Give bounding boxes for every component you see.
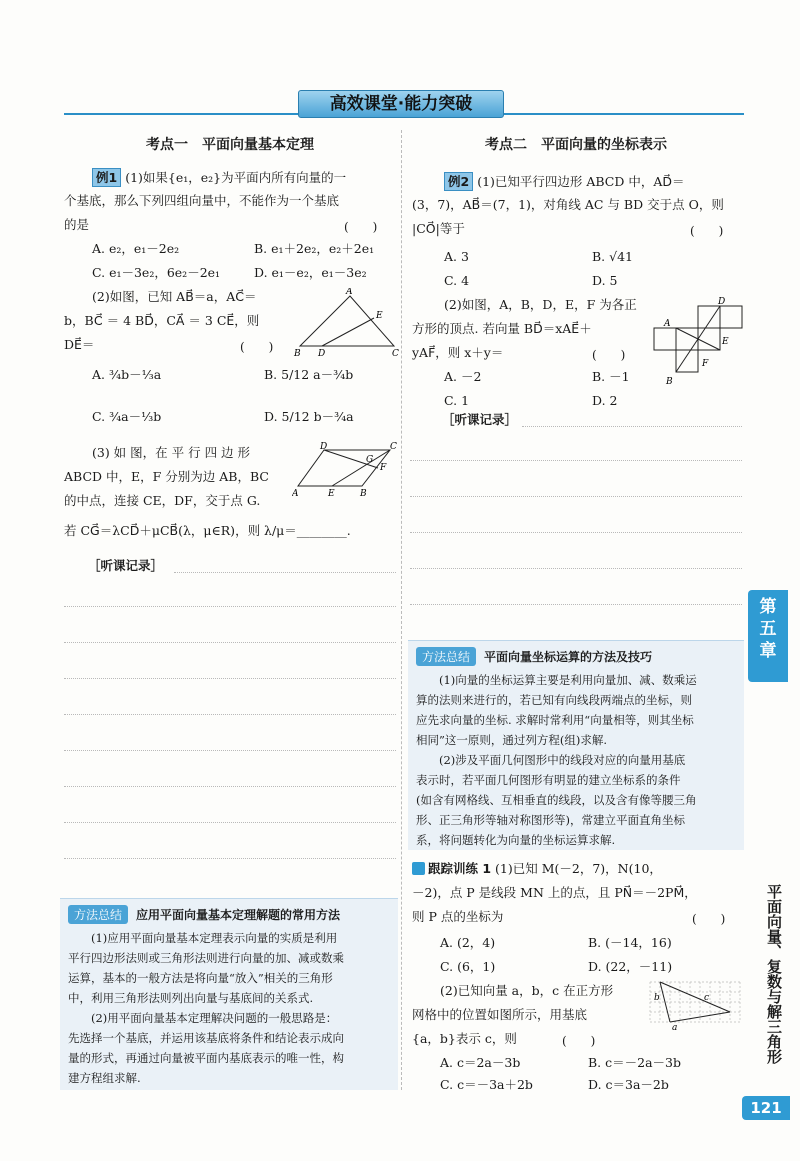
- follow-p2-paren: ( ): [562, 1034, 596, 1048]
- method-left-p2-l3: 量的形式，再通过向量被平面内基底表示的唯一性，构: [68, 1051, 344, 1065]
- ex2-line-3: |CO⃗|等于: [412, 221, 465, 236]
- follow-option-d: D. (22，－11): [588, 959, 673, 974]
- svg-text:E: E: [328, 489, 335, 499]
- notes-area-right[interactable]: [410, 414, 742, 638]
- svg-text:B: B: [666, 377, 673, 387]
- section-title-left: 考点一 平面向量基本定理: [146, 137, 314, 153]
- ex1-option-a: A. e₂，e₁－2e₂: [92, 241, 180, 256]
- svg-text:G: G: [366, 455, 374, 465]
- svg-text:B: B: [294, 349, 301, 358]
- method-right-p1-l2: 算的法则来进行的，若已知有向线段两端点的坐标，则: [416, 693, 692, 707]
- follow-line-3: 则 P 点的坐标为: [412, 909, 504, 924]
- follow-option-c: C. (6，1): [440, 959, 496, 974]
- ex1-p2-option-c: C. ¾a－⅓b: [92, 409, 162, 424]
- follow-p2-line-2: 网格中的位置如图所示，用基底: [412, 1007, 588, 1022]
- method-title-left: 应用平面向量基本定理解题的常用方法: [136, 908, 341, 922]
- method-right-p2-l3: (如含有网格线、互相垂直的线段，以及含有像等腰三角: [416, 793, 697, 807]
- follow-p2-line-3: {a，b}表示 c，则: [412, 1031, 517, 1046]
- ex1-p3-line-2: ABCD 中，E，F 分别为边 AB，BC: [64, 469, 269, 484]
- follow-training-1: [412, 856, 744, 1092]
- section-title-right: 考点二 平面向量的坐标表示: [485, 137, 667, 153]
- svg-text:F: F: [380, 463, 387, 473]
- svg-text:F: F: [702, 359, 709, 369]
- method-right-p1-l4: 相同”这一原则，通过列方程(组)求解.: [416, 733, 608, 747]
- record-title-left: ［听课记录］: [88, 558, 164, 573]
- follow-line-1: (1)已知 M(－2，7)，N(10，: [495, 861, 662, 876]
- ex1-p2-line-3: DE⃗＝: [64, 337, 95, 352]
- parallelogram-figure: [292, 442, 402, 500]
- svg-text:b: b: [654, 993, 660, 1003]
- ex2-option-b: B. √41: [592, 249, 634, 264]
- method-right-p2-l5: 系，将问题转化为向量的坐标运算求解.: [416, 833, 616, 847]
- method-title-right: 平面向量坐标运算的方法及技巧: [484, 650, 653, 664]
- ex1-p2-line-2: b，BC⃗ ＝ 4 BD⃗，CA⃗ ＝ 3 CE⃗，则: [64, 313, 260, 328]
- ex1-p2-option-b: B. 5/12 a－¾b: [264, 367, 354, 382]
- method-right-p2-l2: 表示时，若平面几何图形有明显的建立坐标系的条件: [416, 773, 681, 787]
- column-divider: [401, 130, 402, 1090]
- ex1-p3-line-3: 的中点，连接 CE，DF，交于点 G.: [64, 493, 261, 508]
- svg-text:A: A: [292, 489, 299, 499]
- svg-text:D: D: [718, 297, 726, 307]
- method-left-p2-l4: 建方程组求解.: [68, 1071, 141, 1085]
- svg-text:C: C: [392, 349, 399, 358]
- vector-grid-figure: [648, 980, 742, 1032]
- ex2-p2-paren: ( ): [592, 348, 626, 362]
- ex2-p2-option-c: C. 1: [444, 393, 470, 408]
- svg-text:A: A: [664, 319, 671, 329]
- svg-text:C: C: [390, 442, 397, 452]
- follow-option-b: B. (－14，16): [588, 935, 672, 950]
- svg-text:c: c: [704, 993, 710, 1003]
- method-left-p2-l1: (2)用平面向量基本定理解决问题的一般思路是：: [91, 1011, 338, 1025]
- follow-p2-option-c: C. c＝－3a＋2b: [440, 1077, 533, 1092]
- example-1: [64, 160, 400, 560]
- svg-text:D: D: [320, 442, 328, 452]
- ex2-p2-line-1: (2)如图，A，B，D，E，F 为各正: [444, 297, 637, 312]
- ex2-option-a: A. 3: [444, 249, 469, 264]
- method-right-p2-l1: (2)涉及平面几何图形中的线段对应的向量用基底: [439, 753, 686, 767]
- method-tag-left: 方法总结: [68, 905, 128, 924]
- method-left-p1-l1: (1)应用平面向量基本定理表示向量的实质是利用: [91, 931, 338, 945]
- method-left-p1-l3: 运算，基本的一般方法是将向量“放入”相关的三角形: [68, 971, 333, 985]
- ex2-p2-option-a: A. －2: [444, 369, 482, 384]
- follow-p2-option-d: D. c＝3a－2b: [588, 1077, 669, 1092]
- method-left-p1-l4: 中，利用三角形法则列出向量与基底间的关系式.: [68, 991, 314, 1005]
- svg-text:B: B: [360, 489, 367, 499]
- ex1-p2-line-1: (2)如图，已知 AB⃗＝a，AC⃗＝: [92, 289, 257, 304]
- ex2-line-1: (1)已知平行四边形 ABCD 中，AD⃗＝: [477, 174, 685, 189]
- follow-tag: 跟踪训练 1: [428, 861, 492, 876]
- ex1-line-2: 个基底，那么下列四组向量中，不能作为一个基底: [64, 193, 340, 208]
- svg-text:E: E: [376, 311, 383, 321]
- ex2-p2-line-3: yAF⃗，则 x＋y＝: [412, 345, 504, 360]
- follow-p2-line-1: (2)已知向量 a，b，c 在正方形: [440, 983, 614, 998]
- chapter-tab[interactable]: 第 五 章: [748, 590, 788, 682]
- ex2-line-2: (3，7)，AB⃗＝(7，1)，对角线 AC 与 BD 交于点 O，则: [412, 197, 724, 212]
- svg-text:a: a: [672, 1023, 678, 1032]
- ex2-option-d: D. 5: [592, 273, 618, 288]
- notes-area-left[interactable]: [64, 560, 396, 890]
- ex1-line-3: 的是: [64, 217, 90, 232]
- method-summary-right: [408, 640, 744, 850]
- follow-line-2: －2)，点 P 是线段 MN 上的点，且 PN⃗＝－2PM⃗，: [412, 885, 697, 900]
- example-2-tag: 例2: [444, 172, 473, 191]
- method-tag-right: 方法总结: [416, 647, 476, 666]
- ex1-p3-line-4: 若 CG⃗＝λCD⃗＋μCB⃗(λ，μ∈R)，则 λ/μ＝________.: [64, 523, 351, 538]
- follow-p2-option-b: B. c＝－2a－3b: [588, 1055, 681, 1070]
- method-left-p2-l2: 先选择一个基底，并运用该基底将条件和结论表示成向: [68, 1031, 344, 1045]
- example-1-tag: 例1: [92, 168, 121, 187]
- ex1-p2-paren: ( ): [240, 340, 274, 354]
- method-right-p2-l4: 形、正三角形等轴对称图形等)，常建立平面直角坐标: [416, 813, 685, 827]
- follow-p2-option-a: A. c＝2a－3b: [440, 1055, 521, 1070]
- ex2-option-c: C. 4: [444, 273, 470, 288]
- ex2-p2-option-d: D. 2: [592, 393, 618, 408]
- method-summary-left: [60, 898, 398, 1090]
- follow-option-a: A. (2，4): [440, 935, 496, 950]
- chapter-title-vertical: 平面向量、复数与解三角形: [765, 884, 783, 1064]
- ex1-p3-line-1: (3) 如 图，在 平 行 四 边 形: [92, 445, 251, 460]
- ex2-p2-line-2: 方形的顶点. 若向量 BD⃗＝xAE⃗＋: [412, 321, 592, 336]
- svg-text:D: D: [318, 349, 326, 358]
- method-right-p1-l1: (1)向量的坐标运算主要是利用向量加、减、数乘运: [439, 673, 697, 687]
- record-title-right: ［听课记录］: [442, 412, 518, 427]
- method-right-p1-l3: 应先求向量的坐标. 求解时常利用“向量相等，则其坐标: [416, 713, 694, 727]
- ex2-answer-paren: ( ): [690, 224, 724, 238]
- svg-text:E: E: [722, 337, 729, 347]
- follow-answer-paren: ( ): [692, 912, 726, 926]
- ex1-p2-option-d: D. 5/12 b－¾a: [264, 409, 354, 424]
- ex1-option-b: B. e₁＋2e₂，e₂＋2e₁: [254, 241, 375, 256]
- ex1-p2-option-a: A. ¾b－⅓a: [92, 367, 162, 382]
- ex1-option-c: C. e₁－3e₂，6e₂－2e₁: [92, 265, 221, 280]
- page-number: 121: [742, 1096, 790, 1120]
- page-banner: 高效课堂·能力突破: [298, 90, 504, 118]
- triangle-figure: [292, 288, 402, 358]
- follow-icon: [412, 862, 425, 875]
- ex2-p2-option-b: B. －1: [592, 369, 630, 384]
- ex1-line-1: (1)如果{e₁，e₂}为平面内所有向量的一: [125, 170, 347, 185]
- squares-grid-figure: [650, 296, 746, 390]
- ex1-option-d: D. e₁－e₂，e₁－3e₂: [254, 265, 367, 280]
- method-left-p1-l2: 平行四边形法则或三角形法则进行向量的加、减或数乘: [68, 951, 344, 965]
- ex1-answer-paren: ( ): [344, 220, 378, 234]
- svg-text:A: A: [346, 288, 353, 297]
